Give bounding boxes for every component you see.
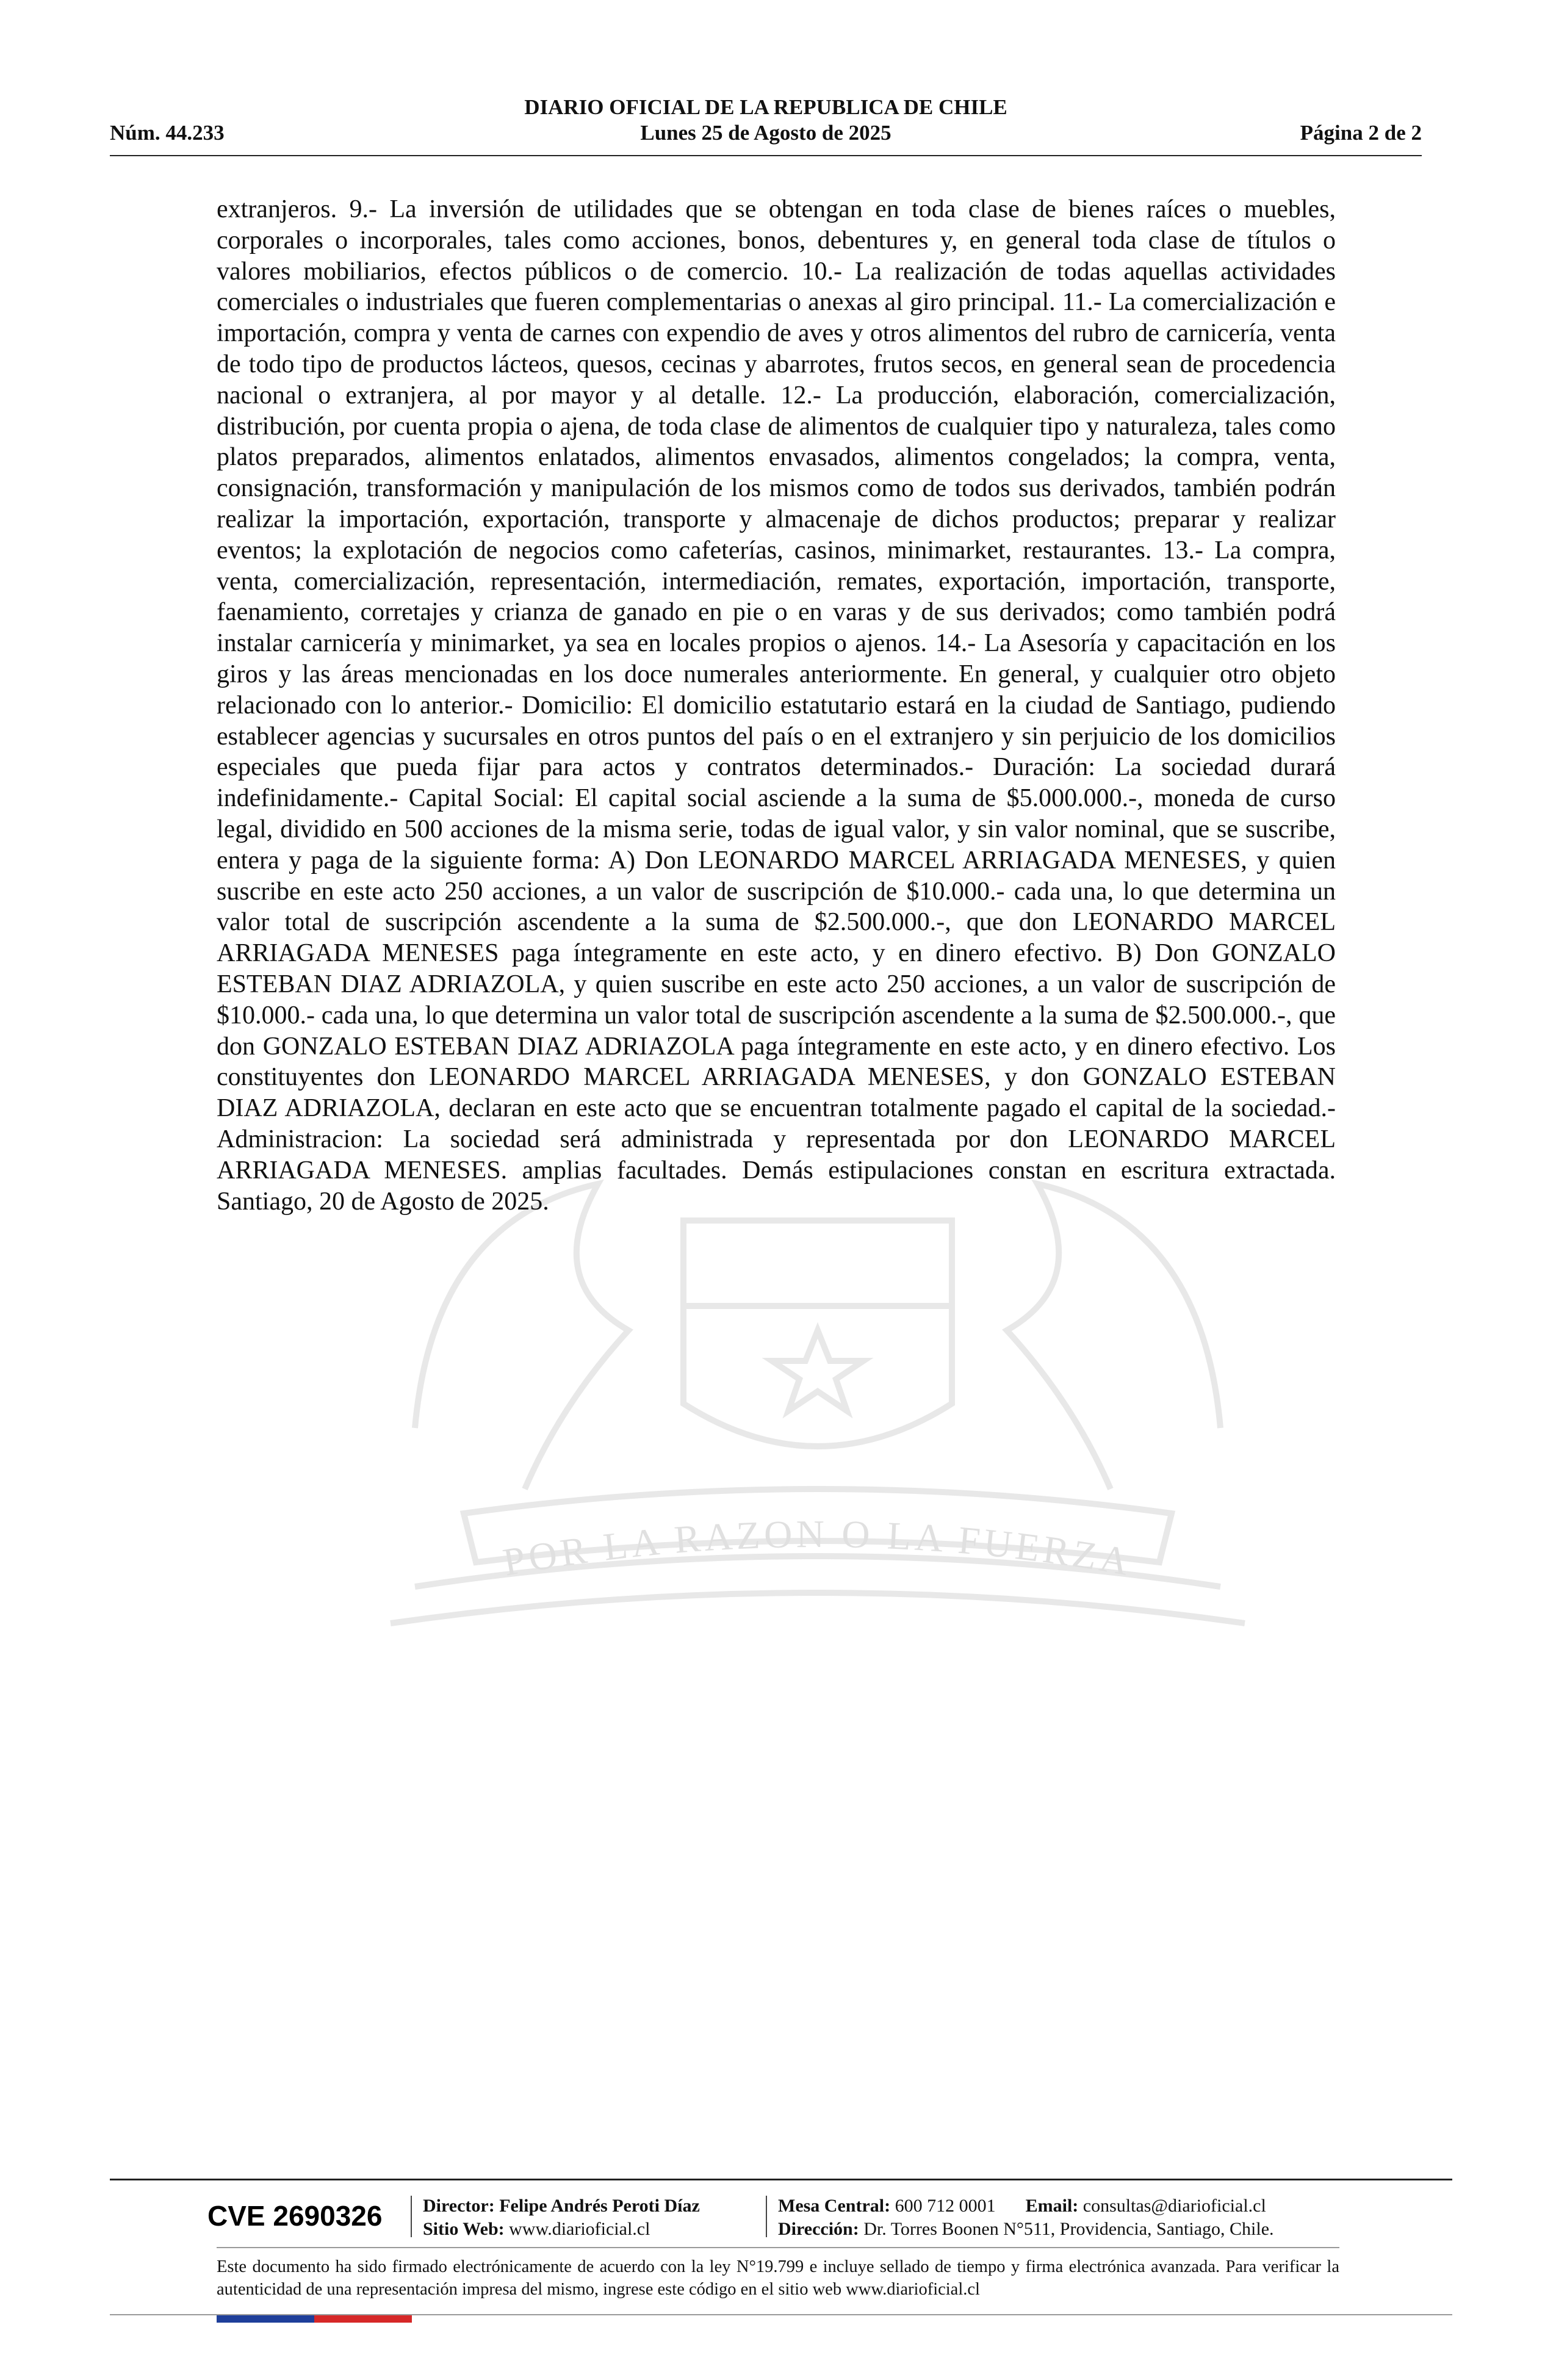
footer-contact-left (423, 2194, 700, 2241)
phone-label: Mesa Central: (778, 2196, 891, 2216)
director-line (423, 2194, 700, 2218)
footer-divider-top (110, 2179, 1452, 2180)
flag-color-bar (217, 2315, 412, 2323)
email-link[interactable]: consultas@diarioficial.cl (1082, 2196, 1266, 2216)
footer-divider-middle (217, 2247, 1339, 2248)
document-body (217, 194, 1336, 1217)
footer-separator (411, 2196, 412, 2237)
website-link[interactable]: www.diarioficial.cl (509, 2219, 650, 2239)
issue-date: Lunes 25 de Agosto de 2025 (640, 121, 891, 145)
website-line (423, 2218, 700, 2241)
cve-code: CVE 2690326 (207, 2200, 383, 2232)
coat-of-arms-watermark (342, 1147, 1294, 1660)
phone-number: 600 712 0001 (895, 2196, 996, 2216)
page-footer (110, 2179, 1452, 2325)
page-indicator: Página 2 de 2 (1300, 121, 1422, 145)
footer-contact-right (778, 2194, 1274, 2241)
svg-text:POR LA RAZON O LA FUERZA (500, 1512, 1136, 1584)
flag-blue-segment (217, 2315, 314, 2323)
email-label: Email: (1025, 2196, 1079, 2216)
address-text: Dr. Torres Boonen N°511, Providencia, Santiago, Chile. (863, 2219, 1274, 2239)
website-label: Sitio Web: (423, 2219, 505, 2239)
footer-separator (766, 2196, 767, 2237)
flag-red-segment (314, 2315, 412, 2323)
header-divider (110, 155, 1422, 156)
page-header (110, 92, 1422, 159)
signature-notice: Este documento ha sido firmado electrónicamente de acuerdo con la ley N°19.799 e incluye sellado de tiempo y firma electrónica avanzada. Para verificar la autenticidad de una representación impresa del mismo, ingrese este código en el sitio web www.diarioficial.cl (217, 2257, 1339, 2299)
issue-number: Núm. 44.233 (110, 121, 225, 145)
body-paragraph: extranjeros. 9.- La inversión de utilidades que se obtengan en toda clase de bienes raíces o muebles, corporales o incorporales, tales como acciones, bonos, debentures y, en general toda clase de títulos o valores mobiliarios, efectos públicos o de comercio. 10.- La realización de todas aquellas actividades comerciales o industriales que fueren complementarias o anexas al giro principal. 11.- La comercialización e importación, compra y venta de carnes con expendio de aves y otros alimentos del rubro de carnicería, venta de todo tipo de productos lácteos, quesos, cecinas y abarrotes, frutos secos, en general sean de procedencia nacional o extranjera, al por mayor y al detalle. 12.- La producción, elaboración, comercialización, distribución, por cuenta propia o ajena, de toda clase de alimentos de cualquier tipo y naturaleza, tales como platos preparados, alimentos enlatados, alimentos envasados, alimentos congelados; la compra, venta, consignación, transformación y manipulación de los mismos como de todos sus derivados, también podrán realizar la importación, exportación, transporte y almacenaje de dichos productos; preparar y realizar eventos; la explotación de negocios como cafeterías, casinos, minimarket, restaurantes. 13.- La compra, venta, comercialización, representación, intermediación, remates, exportación, importación, transporte, faenamiento, corretajes y crianza de ganado en pie o en varas y de sus derivados; como también podrá instalar carnicería y minimarket, ya sea en locales propios o ajenos. 14.- La Asesoría y capacitación en los giros y las áreas mencionadas en los doce numerales anteriormente. En general, y cualquier otro objeto relacionado con lo anterior.- Domicilio: El domicilio estatutario estará en la ciudad de Santiago, pudiendo establecer agencias y sucursales en otros puntos del país o en el extranjero y sin perjuicio de los domicilios especiales que pueda fijar para actos y contratos determinados.- Duración: La sociedad durará indefinidamente.- Capital Social: El capital social asciende a la suma de $5.000.000.-, moneda de curso legal, dividido en 500 acciones de la misma serie, todas de igual valor, y sin valor nominal, que se suscribe, entera y paga de la siguiente forma: A) Don LEONARDO MARCEL ARRIAGADA MENESES, y quien suscribe en este acto 250 acciones, a un valor de suscripción de $10.000.- cada una, lo que determina un valor total de suscripción ascendente a la suma de $2.500.000.-, que don LEONARDO MARCEL ARRIAGADA MENESES paga íntegramente en este acto, y en dinero efectivo. B) Don GONZALO ESTEBAN DIAZ ADRIAZOLA, y quien suscribe en este acto 250 acciones, a un valor de suscripción de $10.000.- cada una, lo que determina un valor total de suscripción ascendente a la suma de $2.500.000.-, que don GONZALO ESTEBAN DIAZ ADRIAZOLA paga íntegramente en este acto, y en dinero efectivo. Los constituyentes don LEONARDO MARCEL ARRIAGADA MENESES, y don GONZALO ESTEBAN DIAZ ADRIAZOLA, declaran en este acto que se encuentran totalmente pagado el capital de la sociedad.- Administracion: La sociedad será administrada y representada por don LEONARDO MARCEL ARRIAGADA MENESES. amplias facultades. Demás estipulaciones constan en escritura extractada. Santiago, 20 de Agosto de 2025. (217, 195, 1336, 1216)
director-label: Director: (423, 2196, 495, 2216)
watermark-motto: POR LA RAZON O LA FUERZA (500, 1512, 1136, 1584)
address-line (778, 2218, 1274, 2241)
publication-title: DIARIO OFICIAL DE LA REPUBLICA DE CHILE (524, 95, 1007, 119)
director-name: Felipe Andrés Peroti Díaz (499, 2196, 700, 2216)
address-label: Dirección: (778, 2219, 859, 2239)
phone-email-line (778, 2194, 1274, 2218)
